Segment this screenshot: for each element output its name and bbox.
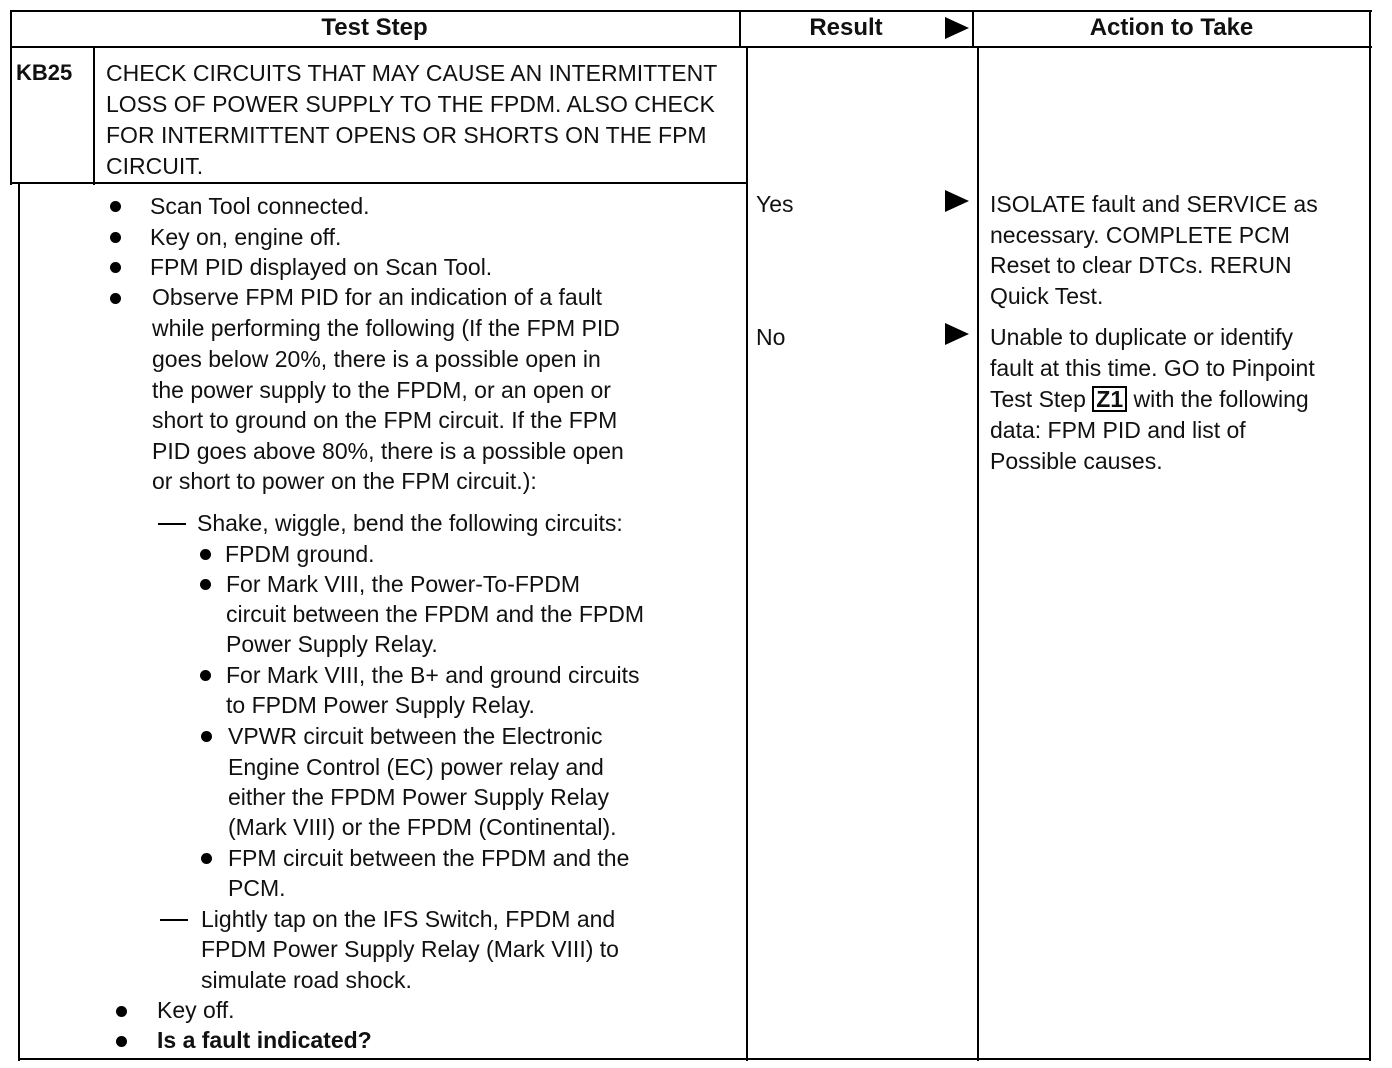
step-id-left-border xyxy=(10,46,12,185)
step-id: KB25 xyxy=(16,60,73,85)
pinpoint-step-ref[interactable]: Z1 xyxy=(1092,386,1127,412)
procedure-observe-line: goes below 20%, there is a possible open in xyxy=(152,346,601,372)
action-yes-line: ISOLATE fault and SERVICE as xyxy=(990,191,1318,217)
table-border-top xyxy=(10,10,1372,12)
header-test-step: Test Step xyxy=(321,14,428,41)
procedure-question: Is a fault indicated? xyxy=(157,1027,372,1053)
col-divider-2-lower xyxy=(977,46,979,1061)
procedure-key-off: Key off. xyxy=(157,997,235,1023)
bullet-icon xyxy=(116,1036,127,1047)
bullet-icon xyxy=(200,670,211,681)
bullet-icon xyxy=(110,262,121,273)
procedure-scan-tool: Scan Tool connected. xyxy=(150,193,370,219)
step-title: CHECK CIRCUITS THAT MAY CAUSE AN INTERMITTENT LOSS OF POWER SUPPLY TO THE FPDM. ALSO CHECK FOR INTERMITTENT OPENS OR SHORTS ON THE FPM CIRCUIT. xyxy=(106,60,717,179)
dash-icon xyxy=(158,523,186,525)
bullet-icon xyxy=(200,549,211,560)
action-yes-line: Reset to clear DTCs. RERUN xyxy=(990,252,1292,278)
no-arrow-icon xyxy=(945,323,969,345)
procedure-key-on: Key on, engine off. xyxy=(150,224,342,250)
action-yes-line: Quick Test. xyxy=(990,283,1104,309)
procedure-observe-line: PID goes above 80%, there is a possible open xyxy=(152,438,624,464)
action-no-line xyxy=(990,384,1309,415)
header-action: Action to Take xyxy=(1089,14,1254,41)
procedure-observe-line: while performing the following (If the FPM PID xyxy=(152,315,620,341)
circuit-vpwr: either the FPDM Power Supply Relay xyxy=(228,784,609,810)
col-divider-1-lower xyxy=(746,46,748,1061)
result-no: No xyxy=(756,324,786,350)
bullet-icon xyxy=(200,579,211,590)
action-no-text: with the following xyxy=(1133,386,1309,412)
circuit-fpdm-ground: FPDM ground. xyxy=(225,541,375,567)
col-divider-1 xyxy=(739,10,741,48)
action-no-line: fault at this time. GO to Pinpoint xyxy=(990,355,1315,381)
bullet-icon xyxy=(201,731,212,742)
circuit-fpm: PCM. xyxy=(228,875,286,901)
step-title-divider xyxy=(10,182,748,184)
header-result: Result xyxy=(809,14,883,41)
procedure-tap: FPDM Power Supply Relay (Mark VIII) to xyxy=(201,936,619,962)
circuit-power-to-fpdm: circuit between the FPDM and the FPDM xyxy=(226,601,644,627)
bullet-icon xyxy=(110,293,121,304)
procedure-tap: simulate road shock. xyxy=(201,967,412,993)
action-yes-line: necessary. COMPLETE PCM xyxy=(990,222,1290,248)
header-divider xyxy=(10,46,1372,48)
procedure-observe-line: the power supply to the FPDM, or an open or xyxy=(152,377,611,403)
circuit-power-to-fpdm: Power Supply Relay. xyxy=(226,631,438,657)
circuit-vpwr: VPWR circuit between the Electronic xyxy=(228,723,603,749)
table-border-right xyxy=(1369,10,1371,1061)
procedure-shake-wiggle: Shake, wiggle, bend the following circuits: xyxy=(197,510,623,536)
procedure-observe-line: Observe FPM PID for an indication of a fault xyxy=(152,284,602,310)
action-no-text: Test Step xyxy=(990,386,1086,412)
yes-arrow-icon xyxy=(945,190,969,212)
action-no-line: Possible causes. xyxy=(990,448,1163,474)
procedure-observe-line: short to ground on the FPM circuit. If the FPM xyxy=(152,407,618,433)
dash-icon xyxy=(160,919,188,921)
circuit-power-to-fpdm: For Mark VIII, the Power-To-FPDM xyxy=(226,571,581,597)
header-arrow-icon xyxy=(945,17,969,39)
table-border-bottom xyxy=(18,1058,1371,1060)
table-border-left-lower xyxy=(18,183,20,1061)
circuit-fpm: FPM circuit between the FPDM and the xyxy=(228,845,630,871)
action-no-line: Unable to duplicate or identify xyxy=(990,324,1294,350)
bullet-icon xyxy=(110,232,121,243)
circuit-vpwr: Engine Control (EC) power relay and xyxy=(228,754,604,780)
step-id-divider xyxy=(93,46,95,185)
circuit-b-plus-ground: to FPDM Power Supply Relay. xyxy=(226,692,535,718)
procedure-pid-displayed: FPM PID displayed on Scan Tool. xyxy=(150,254,493,280)
bullet-icon xyxy=(201,853,212,864)
circuit-b-plus-ground: For Mark VIII, the B+ and ground circuits xyxy=(226,662,640,688)
action-no-line: data: FPM PID and list of xyxy=(990,417,1246,443)
circuit-vpwr: (Mark VIII) or the FPDM (Continental). xyxy=(228,814,617,840)
bullet-icon xyxy=(116,1006,127,1017)
procedure-tap: Lightly tap on the IFS Switch, FPDM and xyxy=(201,906,616,932)
result-yes: Yes xyxy=(756,191,794,217)
procedure-observe-line: or short to power on the FPM circuit.): xyxy=(152,468,537,494)
bullet-icon xyxy=(110,201,121,212)
